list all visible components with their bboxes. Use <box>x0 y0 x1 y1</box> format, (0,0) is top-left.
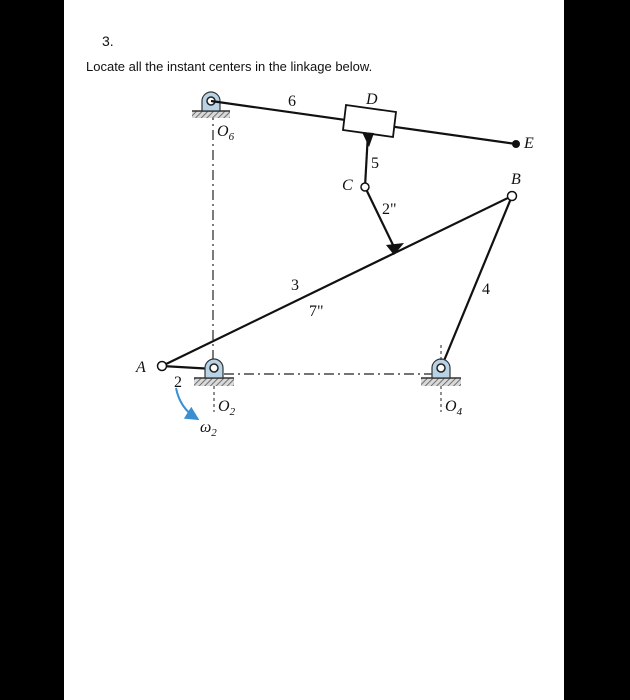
question-number: 3. <box>102 33 114 49</box>
link-5-label: 5 <box>371 155 379 172</box>
pivot-o4-label: $O_4$ <box>445 398 463 418</box>
linkage-diagram <box>64 0 564 700</box>
joint-c-label: C <box>342 177 353 194</box>
link-6-label: 6 <box>288 93 296 110</box>
joint-c <box>361 183 369 191</box>
document-page <box>64 0 564 700</box>
omega-2-arrow <box>176 388 196 418</box>
omega-2-label: $\omega_2$ <box>200 419 217 439</box>
link-5-gusset <box>362 132 374 147</box>
joint-e-label: E <box>524 135 534 152</box>
pivot-o2-label: $O_2$ <box>218 398 236 418</box>
link-4-label: 4 <box>482 281 490 298</box>
joint-e-point <box>512 140 520 148</box>
joint-b-label: B <box>511 171 521 188</box>
link-3-label: 3 <box>291 277 299 294</box>
link-4-rocker <box>441 196 512 368</box>
pivot-o6-label: $O_6$ <box>217 123 235 143</box>
joint-a-label: A <box>136 359 146 376</box>
joint-d-label: D <box>366 91 378 108</box>
slider-block-d <box>343 105 396 137</box>
link-2-label: 2 <box>174 374 182 391</box>
joint-b <box>508 192 517 201</box>
joint-a <box>158 362 167 371</box>
link-3-coupler <box>162 196 512 366</box>
question-text: Locate all the instant centers in the linkage below. <box>86 59 373 74</box>
connector-dimension: 2" <box>382 201 397 218</box>
coupler-dimension: 7" <box>309 303 324 320</box>
ground-pivot-o6 <box>192 92 230 118</box>
